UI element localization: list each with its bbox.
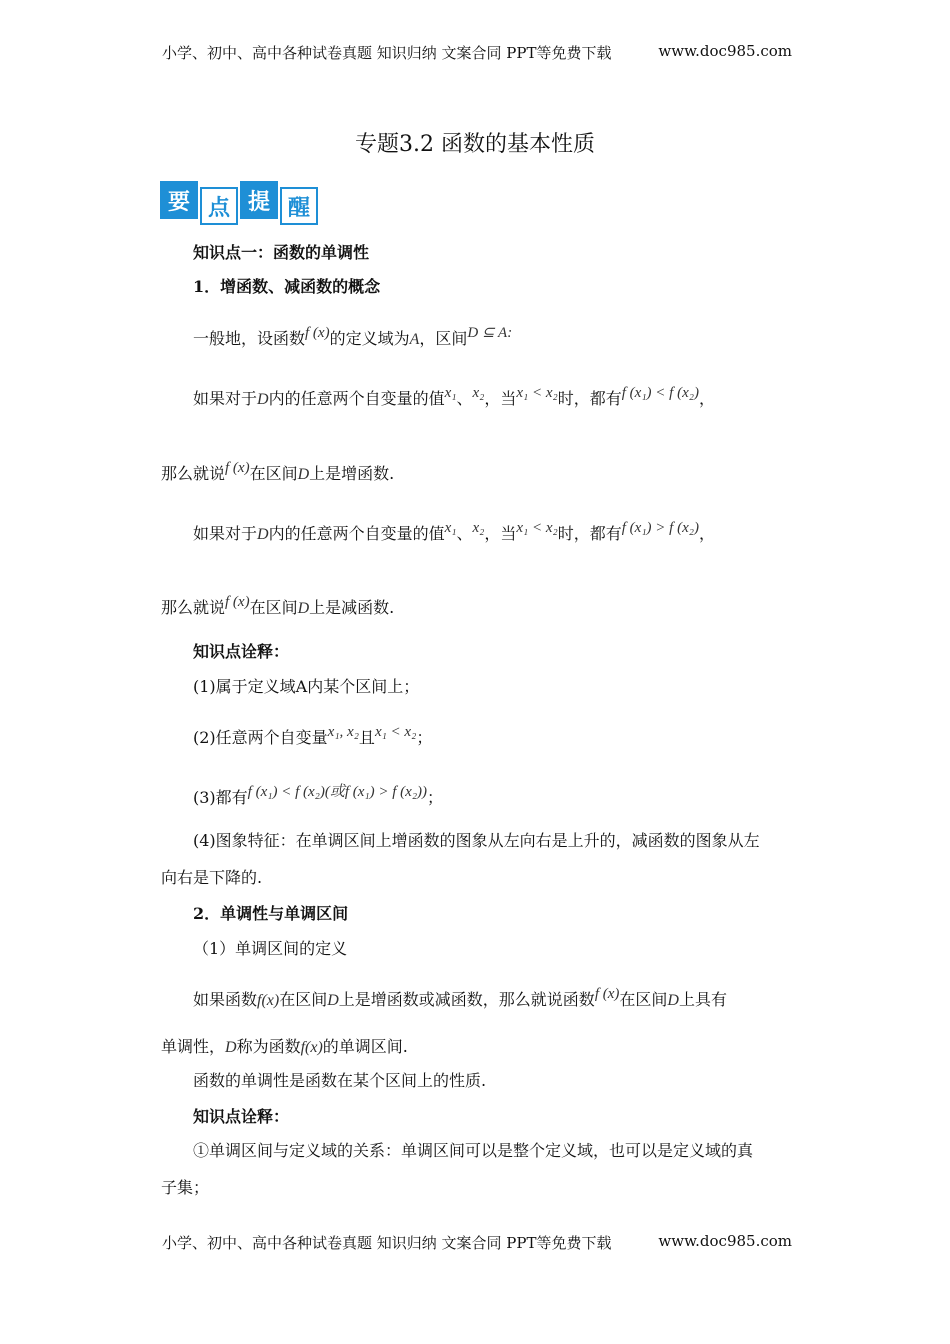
badge-char-2: 点	[200, 187, 238, 225]
note-heading-1: 知识点诠释：	[193, 642, 290, 661]
note-item-2: (2)任意两个自变量x₁, x₂且x₁ < x₂；	[193, 724, 433, 747]
subsection-heading-1: 1．增函数、减函数的概念	[193, 277, 381, 296]
page-header	[162, 42, 792, 63]
paragraph-decreasing-conclusion: 那么就说f (x)在区间D上是减函数.	[161, 594, 395, 617]
note-item-4-line-1: (4)图象特征：在单调区间上增函数的图象从左向右是上升的，减函数的图象从左	[193, 831, 760, 850]
paragraph-monotonic-interval-1: 如果函数f(x)在区间D上是增函数或减函数，那么就说函数f (x)在区间D上具有	[193, 986, 727, 1009]
badge-char-4: 醒	[280, 187, 318, 225]
note-item-3: (3)都有f (x₁) < f (x₂)(或f (x₁) > f (x₂))；	[193, 784, 444, 807]
paragraph-definition-intro: 一般地，设函数f (x)的定义域为A，区间D ⊆ A:	[193, 325, 513, 348]
subsection-heading-2-1: （1）单调区间的定义	[193, 939, 348, 958]
section-heading-1: 知识点一：函数的单调性	[193, 243, 370, 262]
paragraph-monotonic-interval-2: 单调性，D称为函数f(x)的单调区间.	[161, 1037, 408, 1056]
note-point-1-line-2: 子集；	[161, 1178, 210, 1197]
note-item-4-line-2: 向右是下降的.	[161, 868, 263, 887]
badge-char-3: 提	[240, 181, 278, 219]
subsection-heading-2: 2．单调性与单调区间	[193, 904, 349, 923]
paragraph-property: 函数的单调性是函数在某个区间上的性质.	[193, 1071, 487, 1090]
footer-left-text: 小学、初中、高中各种试卷真题 知识归纳 文案合同 PPT等免费下载	[162, 1234, 612, 1252]
key-points-badge	[160, 181, 320, 225]
paragraph-increasing-condition: 如果对于D内的任意两个自变量的值x₁、x₂，当x₁ < x₂时，都有f (x₁) < f (x₂)，	[193, 385, 715, 408]
footer-url: www.doc985.com	[658, 1232, 792, 1250]
note-point-1-line-1: ①单调区间与定义域的关系：单调区间可以是整个定义域，也可以是定义域的真	[193, 1141, 754, 1160]
header-left-text: 小学、初中、高中各种试卷真题 知识归纳 文案合同 PPT等免费下载	[162, 44, 612, 62]
note-item-1: (1)属于定义域A内某个区间上；	[193, 677, 420, 696]
paragraph-increasing-conclusion: 那么就说f (x)在区间D上是增函数.	[161, 460, 395, 483]
paragraph-decreasing-condition: 如果对于D内的任意两个自变量的值x₁、x₂，当x₁ < x₂时，都有f (x₁) > f (x₂)，	[193, 520, 715, 543]
page-footer	[162, 1232, 792, 1253]
page-title: 专题3.2 函数的基本性质	[355, 132, 595, 157]
header-url: www.doc985.com	[658, 42, 792, 60]
badge-char-1: 要	[160, 181, 198, 219]
note-heading-2: 知识点诠释：	[193, 1107, 290, 1126]
